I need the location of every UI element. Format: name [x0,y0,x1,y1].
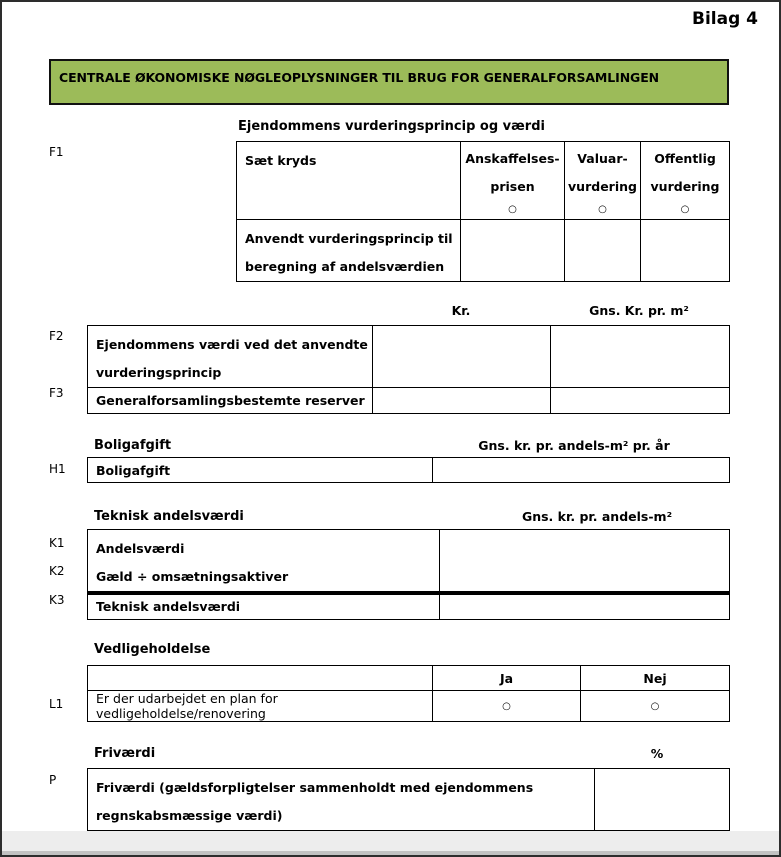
row-label-f1: F1 [49,145,64,159]
row-label-l1: L1 [49,697,64,711]
option-anskaffelsesprisen [461,142,565,220]
f3-gns-input-cell[interactable] [551,388,730,414]
boligafgift-heading: Boligafgift [94,438,172,453]
row-label-k2: K2 [49,564,65,578]
teknisk-heading: Teknisk andelsværdi [94,509,244,524]
teknisk-table [87,529,730,620]
option-valuarvurdering-line1: Valuar- [577,151,628,166]
vedligeholdelse-heading: Vedligeholdelse [94,642,211,657]
f2-line2: vurderingsprincip [96,365,222,380]
option-valuarvurdering-line2: vurdering [568,179,637,194]
anvendt-princip-cell [237,220,461,282]
p-input-cell[interactable] [595,769,730,831]
kr-column-header: Kr. [451,303,471,318]
k1-text: Andelsværdi [96,541,185,556]
p-line1: Friværdi (gældsforpligtelser sammenholdt med ejendommens [96,780,534,795]
frivaerdi-table [87,768,730,831]
option-offentlig-vurdering [641,142,730,220]
anvendt-valuar-input-cell[interactable] [565,220,641,282]
f3-kr-input-cell[interactable] [373,388,551,414]
row-label-h1: H1 [49,462,66,476]
anvendt-princip-line1: Anvendt vurderingsprincip til [245,231,453,246]
p-text-cell [88,769,595,831]
radio-nej-icon[interactable]: ○ [650,700,660,712]
f3-text-cell: Generalforsamlingsbestemte reserver [88,388,373,414]
option-anskaffelsesprisen-line1: Anskaffelses- [465,151,560,166]
saet-kryds-label: Sæt kryds [245,153,317,168]
gns-kr-m2-column-header: Gns. Kr. pr. m² [589,303,689,318]
row-label-f2: F2 [49,329,64,343]
l1-header-spacer-cell [88,666,433,691]
anvendt-anskaffelses-input-cell[interactable] [461,220,565,282]
f2-text-cell [88,326,373,388]
row-label-p: P [49,773,57,787]
radio-valuarvurdering-icon[interactable]: ○ [598,204,607,215]
boligafgift-table [87,457,730,483]
k2-text: Gæld ÷ omsætningsaktiver [96,569,289,584]
k3-input-cell[interactable] [440,593,730,619]
anvendt-offentlig-input-cell[interactable] [641,220,730,282]
k1-k2-input-cell[interactable] [440,530,730,594]
radio-ja-icon[interactable]: ○ [502,700,511,712]
vedligeholdelse-table [87,665,730,722]
saet-kryds-cell [237,142,461,220]
page-bottom-edge [2,851,779,855]
boligafgift-unit: Gns. kr. pr. andels-m² pr. år [478,438,670,453]
frivaerdi-heading: Friværdi [94,746,156,761]
property-value-table [87,325,730,414]
ja-header: Ja [433,666,581,691]
row-label-f3: F3 [49,386,64,400]
h1-text-cell: Boligafgift [88,458,433,483]
page-title: Bilag 4 [692,9,758,29]
l1-text-cell: Er der udarbejdet en plan for vedligeholdelse/renovering [88,691,433,722]
valuation-heading: Ejendommens vurderingsprincip og værdi [238,119,545,134]
banner: CENTRALE ØKONOMISKE NØGLEOPLYSNINGER TIL BRUG FOR GENERALFORSAMLINGEN [49,59,729,105]
f2-kr-input-cell[interactable] [373,326,551,388]
row-label-k3: K3 [49,593,65,607]
radio-anskaffelsesprisen-icon[interactable]: ○ [508,204,517,215]
frivaerdi-unit: % [650,746,664,761]
f2-gns-input-cell[interactable] [551,326,730,388]
page-bottom-margin [2,831,779,855]
anvendt-princip-line2: beregning af andelsværdien [245,259,445,274]
k1-k2-text-cell [88,530,440,594]
f2-line1: Ejendommens værdi ved det anvendte [96,337,368,352]
teknisk-unit: Gns. kr. pr. andels-m² [521,509,673,524]
row-label-k1: K1 [49,536,65,550]
p-line2: regnskabsmæssige værdi) [96,808,283,823]
nej-header: Nej [581,666,730,691]
k3-text-cell: Teknisk andelsværdi [88,593,440,619]
option-offentlig-vurdering-line1: Offentlig [654,151,716,166]
h1-input-cell[interactable] [433,458,730,483]
radio-offentlig-vurdering-icon[interactable]: ○ [680,204,690,215]
option-valuarvurdering [565,142,641,220]
option-anskaffelsesprisen-line2: prisen [490,179,535,194]
valuation-table [236,141,730,282]
option-offentlig-vurdering-line2: vurdering [650,179,720,194]
